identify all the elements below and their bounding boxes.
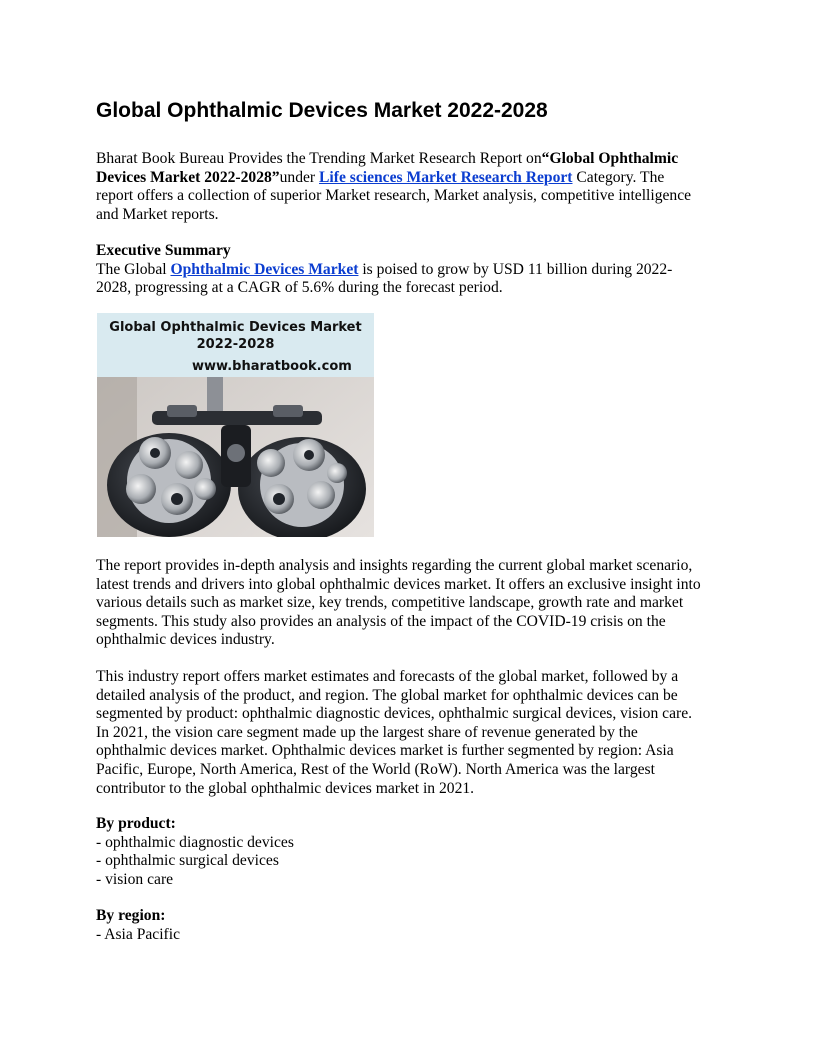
intro-line-3: report offers a collection of superior Market research, Market analysis, competitive intelligence: [96, 187, 692, 205]
paragraph-line: latest trends and drivers into global ophthalmic devices market. It offers an exclusive insight into: [96, 575, 701, 593]
cover-title-line-2: 2022-2028: [196, 337, 275, 352]
life-sciences-link[interactable]: Life sciences Market Research Report: [319, 168, 573, 186]
executive-summary-heading: Executive Summary: [96, 242, 231, 259]
executive-line-2: 2028, progressing at a CAGR of 5.6% during the forecast period.: [96, 279, 503, 297]
executive-post: is poised to grow by USD 11 billion during 2022-: [358, 260, 673, 278]
cover-title-band: [97, 313, 374, 377]
paragraph-line: segments. This study also provides an analysis of the impact of the COVID-19 crisis on the: [96, 612, 666, 630]
intro-tail: Category. The: [572, 168, 665, 186]
cover-title-line-1: Global Ophthalmic Devices Market: [109, 320, 362, 335]
paragraph-line: In 2021, the vision care segment made up the largest share of revenue generated by the: [96, 723, 638, 741]
by-region-section: [96, 907, 736, 944]
intro-under: under: [279, 168, 320, 186]
paragraph-line: contributor to the global ophthalmic devices market in 2021.: [96, 779, 475, 797]
paragraph-line: detailed analysis of the product, and region. The global market for ophthalmic devices can be: [96, 686, 678, 704]
intro-line-2: [96, 169, 736, 188]
ophthalmic-devices-market-link[interactable]: Ophthalmic Devices Market: [170, 260, 359, 278]
by-product-heading: By product:: [96, 815, 176, 832]
paragraph-line: This industry report offers market estimates and forecasts of the global market, followed by a: [96, 668, 679, 685]
list-item: - Asia Pacific: [96, 925, 181, 943]
list-item: - vision care: [96, 870, 174, 888]
analysis-paragraph: [96, 557, 736, 650]
paragraph-line: The report provides in-depth analysis and insights regarding the current global market scenario,: [96, 557, 693, 574]
executive-pre: The Global: [96, 260, 171, 278]
paragraph-line: various details such as market size, key trends, competitive landscape, growth rate and market: [96, 594, 684, 612]
page-title: Global Ophthalmic Devices Market 2022-2028: [96, 99, 548, 122]
by-product-section: [96, 815, 736, 889]
cover-url: www.bharatbook.com: [192, 359, 352, 374]
report-name-part-2: Devices Market 2022-2028”: [96, 168, 280, 186]
report-cover-image: [97, 313, 374, 537]
intro-line-4: and Market reports.: [96, 205, 219, 223]
executive-summary: [96, 242, 736, 298]
market-segmentation-paragraph: [96, 668, 736, 798]
report-name-part-1: “Global Ophthalmic: [541, 150, 679, 167]
list-item: - ophthalmic surgical devices: [96, 852, 279, 870]
paragraph-line: ophthalmic devices industry.: [96, 631, 275, 649]
by-region-heading: By region:: [96, 907, 166, 924]
paragraph-line: segmented by product: ophthalmic diagnostic devices, ophthalmic surgical devices, vision care.: [96, 705, 693, 723]
intro-line-1: [96, 150, 736, 169]
paragraph-line: ophthalmic devices market. Ophthalmic devices market is further segmented by region: Asia: [96, 742, 674, 760]
intro-lead: Bharat Book Bureau Provides the Trending Market Research Report on: [96, 150, 542, 167]
executive-line-1: [96, 261, 736, 280]
list-item: - ophthalmic diagnostic devices: [96, 833, 294, 851]
paragraph-line: Pacific, Europe, North America, Rest of the World (RoW). North America was the largest: [96, 760, 655, 778]
intro-paragraph: [96, 150, 736, 224]
